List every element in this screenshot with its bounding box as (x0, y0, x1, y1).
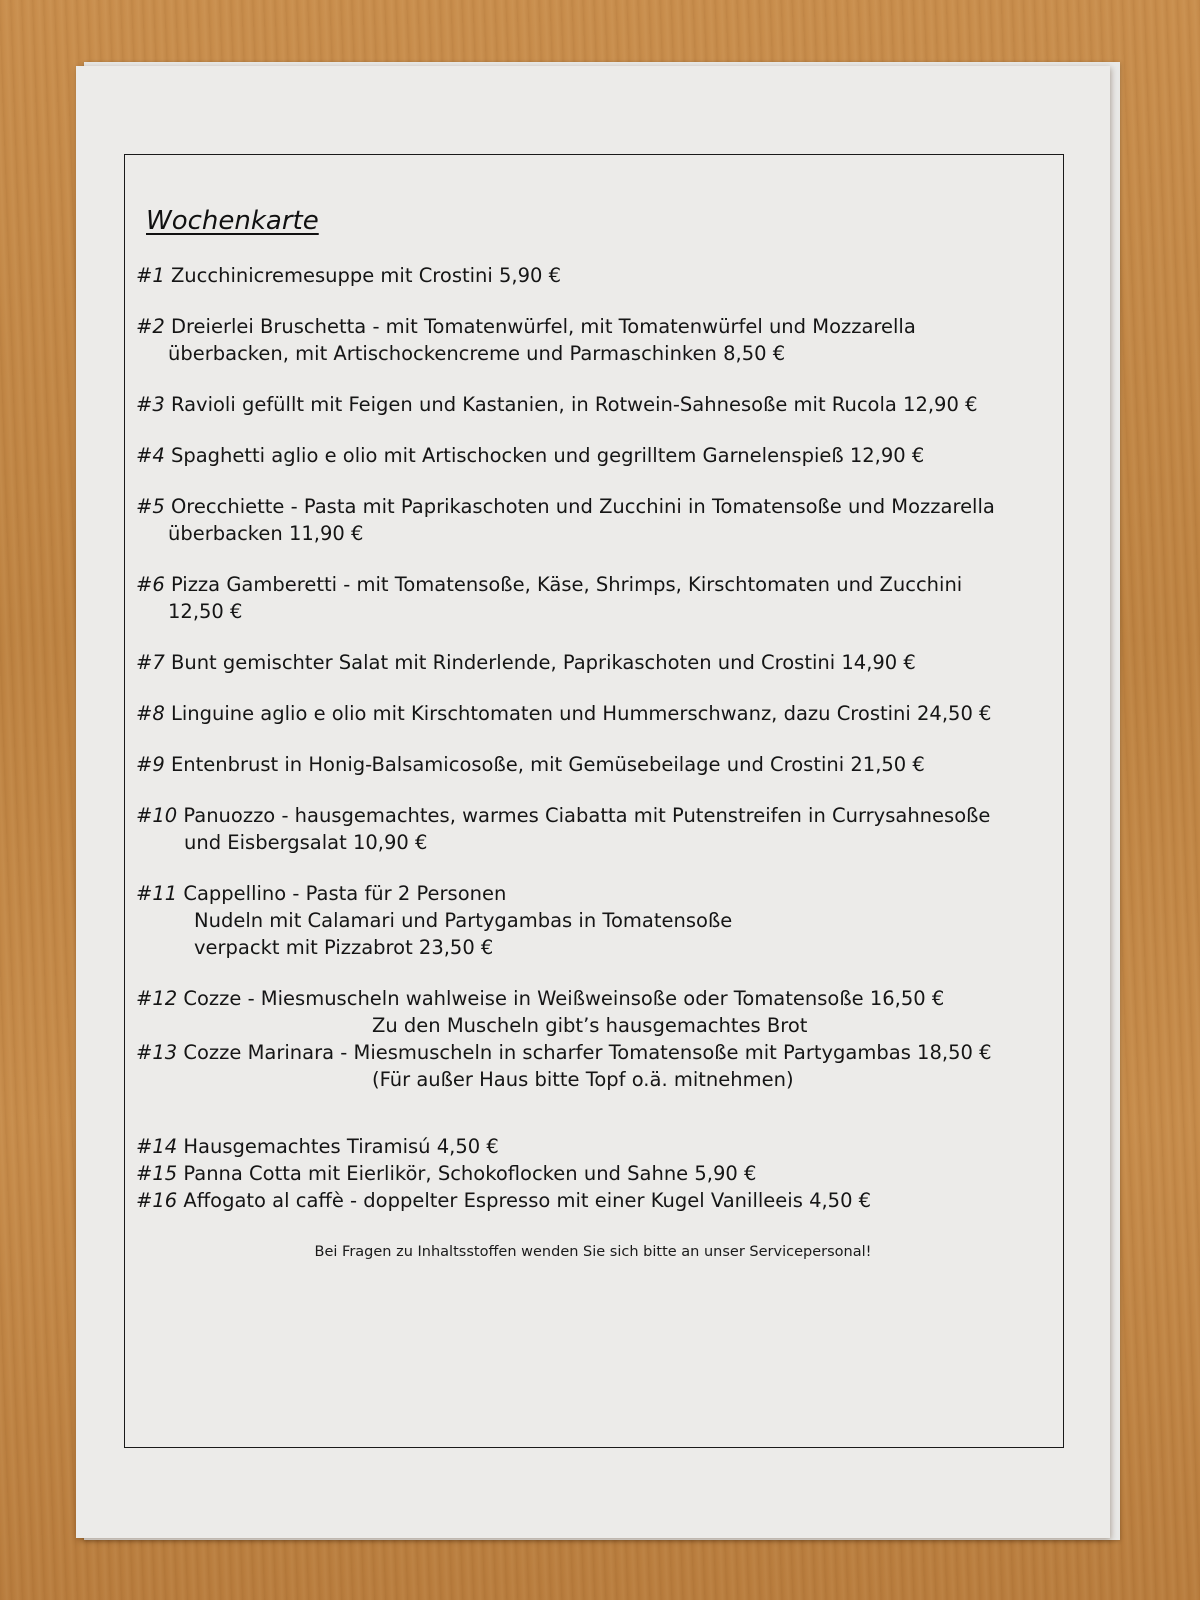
item-number: #11 (136, 882, 178, 905)
menu-item-14 (136, 1133, 1036, 1160)
item-text: Panuozzo - hausgemachtes, warmes Ciabatta mit Putenstreifen in Currysahnesoße (183, 804, 991, 827)
item-note: Zu den Muscheln gibt’s hausgemachtes Brot (372, 1014, 808, 1037)
menu-item-9 (136, 751, 1036, 778)
item-number: #15 (136, 1162, 178, 1185)
item-text-continued: 12,50 € (168, 600, 243, 623)
item-number: #5 (136, 495, 165, 518)
item-number: #10 (136, 804, 178, 827)
menu-item-12 (136, 985, 1036, 1039)
menu-item-11 (136, 880, 1036, 961)
item-text-continued: überbacken 11,90 € (168, 522, 364, 545)
menu-item-4 (136, 442, 1036, 469)
item-text: Panna Cotta mit Eierlikör, Schokoflocken und Sahne 5,90 € (183, 1162, 757, 1185)
item-text: Pizza Gamberetti - mit Tomatensoße, Käse, Shrimps, Kirschtomaten und Zucchini (170, 573, 963, 596)
menu-item-16 (136, 1187, 1036, 1214)
item-number: #16 (136, 1189, 178, 1212)
item-text: Spaghetti aglio e olio mit Artischocken und gegrilltem Garnelenspieß 12,90 € (170, 444, 925, 467)
menu-item-2 (136, 313, 1036, 367)
item-number: #7 (136, 651, 165, 674)
menu-item-10 (136, 802, 1036, 856)
item-text-continued: Nudeln mit Calamari und Partygambas in Tomatensoße (194, 909, 733, 932)
item-text: Cozze - Miesmuscheln wahlweise in Weißweinsoße oder Tomatensoße 16,50 € (183, 987, 945, 1010)
item-number: #12 (136, 987, 178, 1010)
allergen-notice: Bei Fragen zu Inhaltsstoffen wenden Sie sich bitte an unser Servicepersonal! (314, 1244, 872, 1260)
item-text-continued: verpackt mit Pizzabrot 23,50 € (194, 936, 494, 959)
menu-item-7 (136, 649, 1036, 676)
item-text: Cappellino - Pasta für 2 Personen (183, 882, 507, 905)
item-number: #9 (136, 753, 165, 776)
item-number: #8 (136, 702, 165, 725)
menu-item-5 (136, 493, 1036, 547)
item-number: #4 (136, 444, 165, 467)
item-text: Bunt gemischter Salat mit Rinderlende, Paprikaschoten und Crostini 14,90 € (170, 651, 916, 674)
item-text: Ravioli gefüllt mit Feigen und Kastanien, in Rotwein-Sahnesoße mit Rucola 12,90 € (170, 393, 978, 416)
menu-item-13 (136, 1039, 1036, 1093)
item-text: Zucchinicremesuppe mit Crostini 5,90 € (170, 264, 562, 287)
menu-title: Wochenkarte (146, 206, 319, 236)
item-text: Affogato al caffè - doppelter Espresso mit einer Kugel Vanilleeis 4,50 € (183, 1189, 872, 1212)
item-number: #1 (136, 264, 165, 287)
item-text: Linguine aglio e olio mit Kirschtomaten und Hummerschwanz, dazu Crostini 24,50 € (170, 702, 992, 725)
item-text: Hausgemachtes Tiramisú 4,50 € (183, 1135, 499, 1158)
menu-item-8 (136, 700, 1036, 727)
item-note: (Für außer Haus bitte Topf o.ä. mitnehmen) (372, 1068, 794, 1091)
item-number: #2 (136, 315, 165, 338)
item-number: #14 (136, 1135, 178, 1158)
item-text: Entenbrust in Honig-Balsamicosoße, mit Gemüsebeilage und Crostini 21,50 € (170, 753, 925, 776)
item-number: #13 (136, 1041, 178, 1064)
item-number: #3 (136, 393, 165, 416)
item-text: Cozze Marinara - Miesmuscheln in scharfer Tomatensoße mit Partygambas 18,50 € (183, 1041, 992, 1064)
item-text: Dreierlei Bruschetta - mit Tomatenwürfel, mit Tomatenwürfel und Mozzarella (170, 315, 916, 338)
item-number: #6 (136, 573, 165, 596)
item-text-continued: überbacken, mit Artischockencreme und Parmaschinken 8,50 € (168, 342, 786, 365)
menu-list (136, 262, 1036, 1214)
menu-item-3 (136, 391, 1036, 418)
menu-sheet (76, 66, 1110, 1538)
item-text-continued: und Eisbergsalat 10,90 € (184, 831, 428, 854)
menu-item-1 (136, 262, 1036, 289)
menu-item-15 (136, 1160, 1036, 1187)
item-text: Orecchiette - Pasta mit Paprikaschoten und Zucchini in Tomatensoße und Mozzarella (170, 495, 995, 518)
menu-item-6 (136, 571, 1036, 625)
